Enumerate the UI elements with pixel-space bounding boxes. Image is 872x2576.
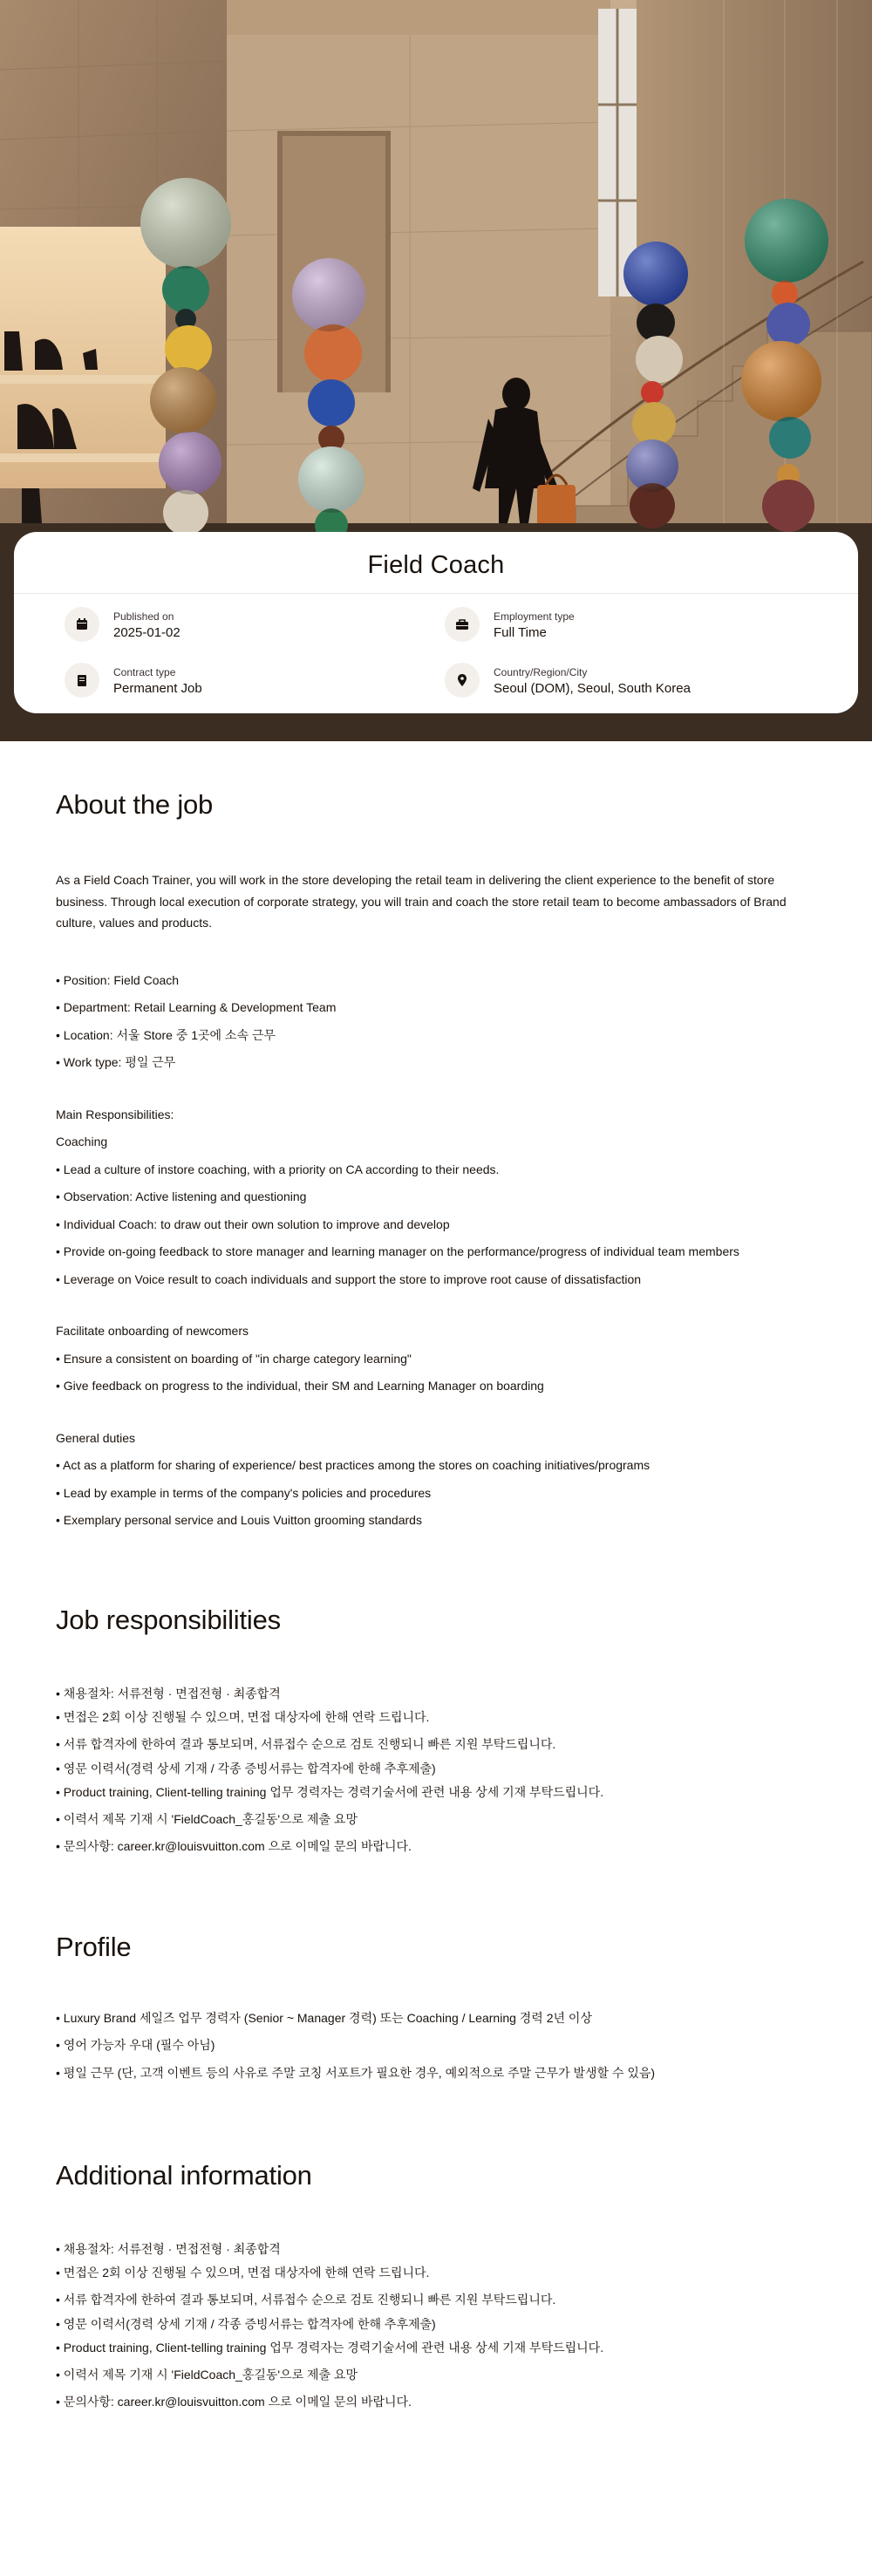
meta-contract bbox=[65, 663, 431, 701]
about-heading: About the job bbox=[56, 789, 214, 820]
list-item: • Act as a platform for sharing of experience/ best practices among the stores on coaching initiatives/programs bbox=[56, 1458, 651, 1472]
list-item: • 면접은 2회 이상 진행될 수 있으며, 면접 대상자에 한해 연락 드립니다. bbox=[56, 2266, 430, 2280]
list-item: • 서류 합격자에 한하여 결과 통보되며, 서류접수 순으로 검토 진행되니 빠른 지원 부탁드립니다. bbox=[56, 1736, 556, 1751]
about-intro: As a Field Coach Trainer, you will work in the store developing the retail team in delivering the client experience to the benefit of store business. Through local execution of corporate strategy, you will train and coach the store retail team to become ambassadors of Brand culture, values and products. bbox=[56, 873, 787, 930]
contract-value: Permanent Job bbox=[113, 681, 202, 696]
profile-section bbox=[56, 1932, 823, 2088]
about-section bbox=[56, 789, 823, 1535]
list-item: • Work type: 평일 근무 bbox=[56, 1055, 176, 1069]
list-item: • Leverage on Voice result to coach individuals and support the store to improve root cause of dissatisfaction bbox=[56, 1271, 642, 1286]
list-item: • 문의사항: career.kr@louisvuitton.com 으로 이메일 문의 바랍니다. bbox=[56, 1838, 412, 1853]
onboarding-list bbox=[56, 1346, 823, 1400]
location-pin-icon bbox=[445, 663, 480, 698]
meta-location bbox=[445, 663, 811, 701]
list-item: • Ensure a consistent on boarding of "in charge category learning" bbox=[56, 1351, 412, 1366]
list-item: • 이력서 제목 기재 시 'FieldCoach_홍길동'으로 제출 요망 bbox=[56, 2368, 358, 2382]
list-item: • 서류 합격자에 한하여 결과 통보되며, 서류접수 순으로 검토 진행되니 빠른 지원 부탁드립니다. bbox=[56, 2293, 556, 2307]
list-item: • Location: 서울 Store 중 1곳에 소속 근무 bbox=[56, 1027, 276, 1042]
list-item: • Product training, Client-telling training 업무 경력자는 경력기술서에 관련 내용 상세 기재 부탁드립니다. bbox=[56, 2341, 604, 2355]
meta-employment bbox=[445, 607, 811, 645]
list-item: • Lead a culture of instore coaching, with a priority on CA according to their needs. bbox=[56, 1162, 500, 1176]
additional-section bbox=[56, 2160, 823, 2416]
location-label: Country/Region/City bbox=[494, 666, 588, 678]
list-item: • Provide on-going feedback to store manager and learning manager on the performance/progress of individual team members bbox=[56, 1244, 739, 1258]
location-value: Seoul (DOM), Seoul, South Korea bbox=[494, 681, 691, 696]
onboarding-label: Facilitate onboarding of newcomers bbox=[56, 1324, 249, 1338]
published-value: 2025-01-02 bbox=[113, 625, 181, 640]
list-item: • 채용절차: 서류전형 · 면접전형 · 최종합격 bbox=[56, 1686, 281, 1700]
meta-published bbox=[65, 607, 431, 645]
list-item: • Department: Retail Learning & Development Team bbox=[56, 1000, 337, 1014]
facts-list bbox=[56, 967, 823, 1077]
list-item: • Lead by example in terms of the company's policies and procedures bbox=[56, 1485, 432, 1500]
job-summary-card bbox=[14, 532, 858, 713]
list-item: • 영문 이력서(경력 상세 기재 / 각종 증빙서류는 합격자에 한해 추후제출) bbox=[56, 2317, 436, 2331]
list-item: • Position: Field Coach bbox=[56, 972, 180, 987]
list-item: • Observation: Active listening and questioning bbox=[56, 1189, 307, 1203]
list-item: • 영어 가능자 우대 (필수 아님) bbox=[56, 2038, 215, 2052]
document-icon bbox=[65, 663, 99, 698]
published-label: Published on bbox=[113, 610, 174, 623]
card-divider bbox=[14, 593, 858, 594]
profile-heading: Profile bbox=[56, 1931, 132, 1962]
list-item: • 평일 근무 (단, 고객 이벤트 등의 사유로 주말 코칭 서포트가 필요한 경우, 예외적으로 주말 근무가 발생할 수 있음) bbox=[56, 2065, 656, 2080]
list-item: • Exemplary personal service and Louis Vuitton grooming standards bbox=[56, 1513, 422, 1527]
coaching-label: Coaching bbox=[56, 1135, 108, 1148]
coaching-list bbox=[56, 1156, 823, 1294]
briefcase-icon bbox=[445, 607, 480, 642]
responsibilities-section bbox=[56, 1605, 823, 1860]
list-item: • Individual Coach: to draw out their own solution to improve and develop bbox=[56, 1216, 450, 1231]
list-item: • 영문 이력서(경력 상세 기재 / 각종 증빙서류는 합격자에 한해 추후제출) bbox=[56, 1761, 436, 1775]
additional-heading: Additional information bbox=[56, 2160, 312, 2191]
list-item: • Luxury Brand 세일즈 업무 경력자 (Senior ~ Manager 경력) 또는 Coaching / Learning 경력 2년 이상 bbox=[56, 2010, 592, 2025]
job-description bbox=[56, 789, 823, 2416]
job-title: Field Coach bbox=[367, 551, 505, 579]
employment-value: Full Time bbox=[494, 625, 547, 640]
main-responsibilities-label: Main Responsibilities: bbox=[56, 1107, 174, 1121]
list-item: • Product training, Client-telling training 업무 경력자는 경력기술서에 관련 내용 상세 기재 부탁드립니다. bbox=[56, 1784, 604, 1799]
contract-label: Contract type bbox=[113, 666, 176, 678]
duties-list bbox=[56, 1452, 823, 1535]
list-item: • 면접은 2회 이상 진행될 수 있으며, 면접 대상자에 한해 연락 드립니다. bbox=[56, 1709, 430, 1724]
calendar-icon bbox=[65, 607, 99, 642]
list-item: • Give feedback on progress to the individual, their SM and Learning Manager on boarding bbox=[56, 1379, 544, 1393]
list-item: • 문의사항: career.kr@louisvuitton.com 으로 이메일 문의 바랍니다. bbox=[56, 2395, 412, 2409]
employment-label: Employment type bbox=[494, 610, 575, 623]
list-item: • 채용절차: 서류전형 · 면접전형 · 최종합격 bbox=[56, 2242, 281, 2256]
list-item: • 이력서 제목 기재 시 'FieldCoach_홍길동'으로 제출 요망 bbox=[56, 1811, 358, 1826]
responsibilities-heading: Job responsibilities bbox=[56, 1604, 281, 1635]
general-duties-label: General duties bbox=[56, 1430, 136, 1445]
